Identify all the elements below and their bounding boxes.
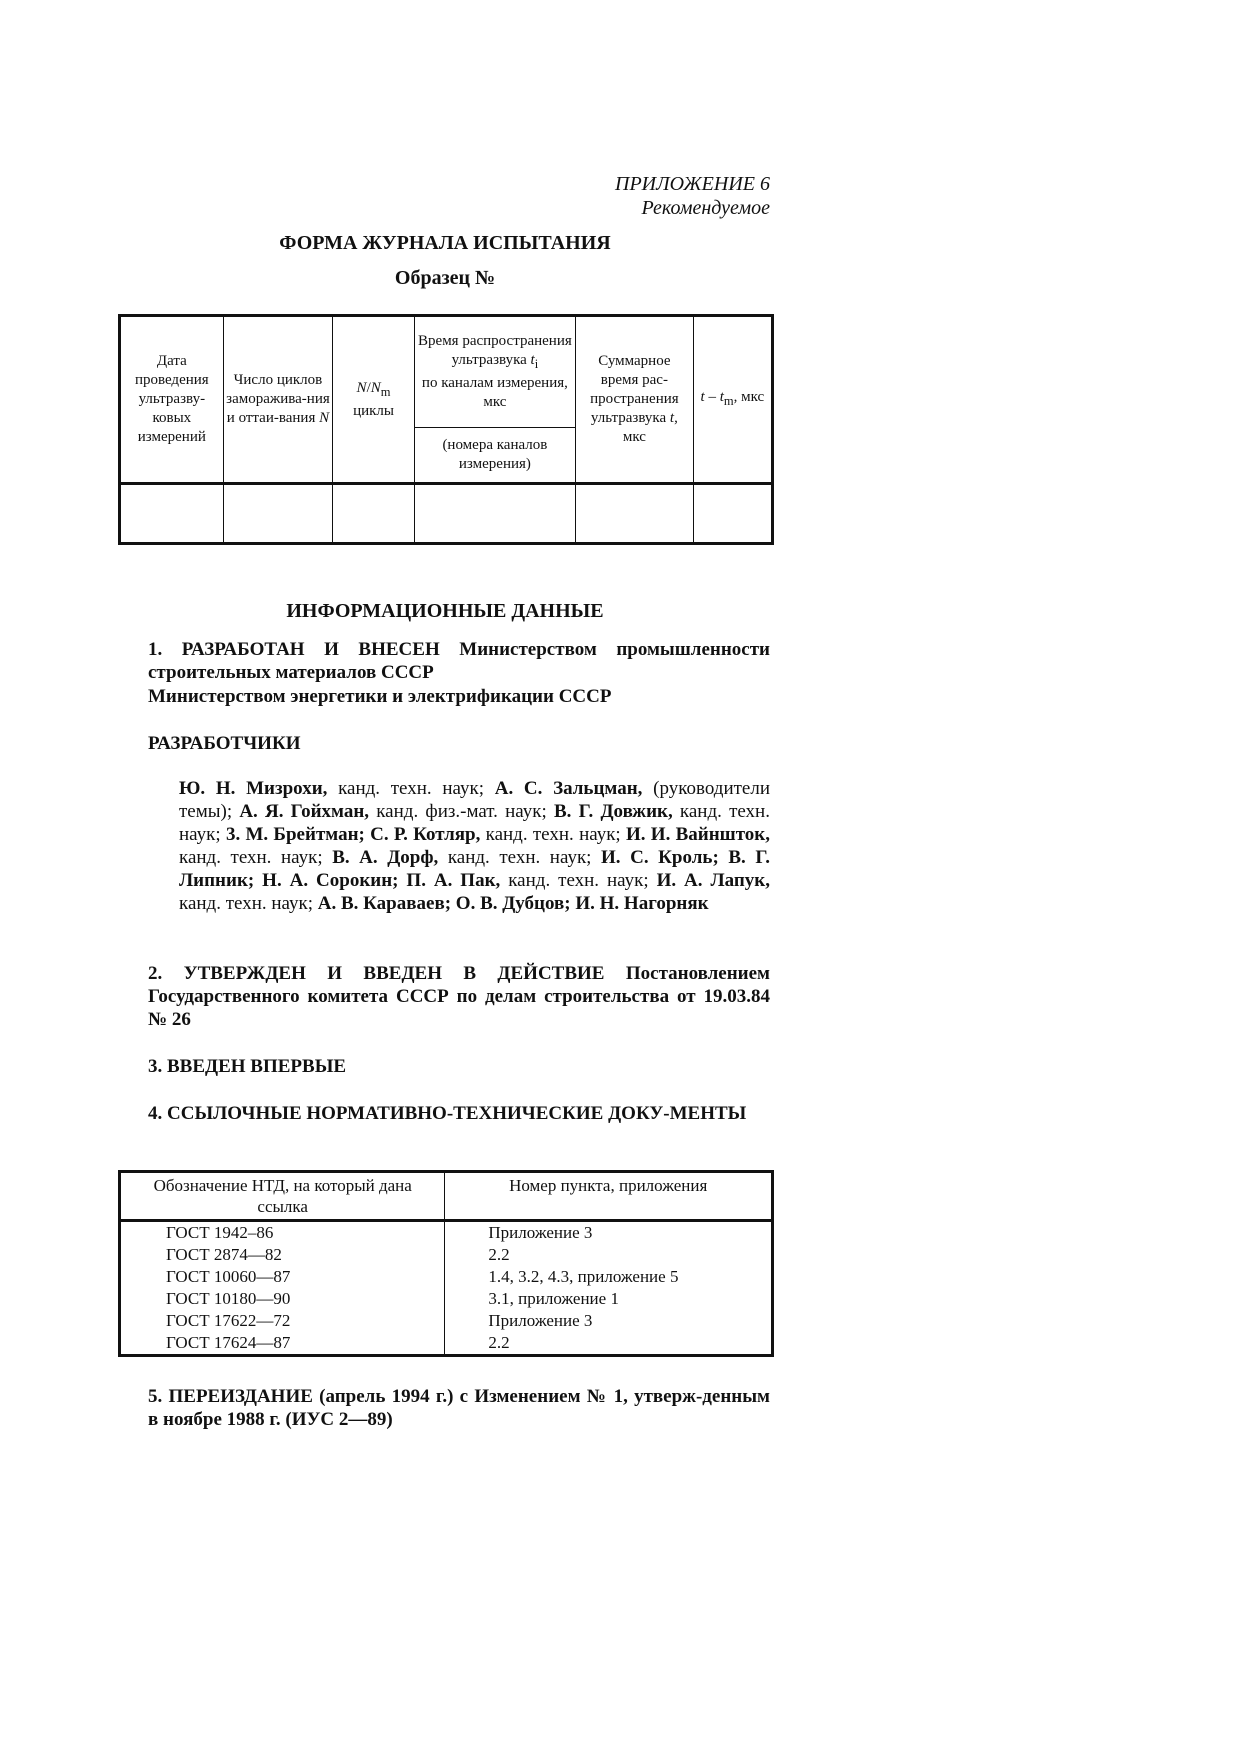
blank-row: [120, 484, 773, 544]
info-item-5: 5. ПЕРЕИЗДАНИЕ (апрель 1994 г.) с Изменением № 1, утверж-денным в ноябре 1988 г. (ИУС 2—89): [148, 1386, 770, 1430]
info-title: ИНФОРМАЦИОННЫЕ ДАННЫЕ: [286, 600, 604, 622]
header-date: Дата проведения ультразву-ковых измерений: [120, 316, 224, 484]
developer-role: канд. техн. наук;: [179, 847, 333, 868]
developer-name: А. Я. Гойхман,: [239, 801, 370, 822]
header-propagation-time: Время распространения ультразвука $t_i$ по каналам измерения, мкс: [414, 316, 575, 428]
refs-documents-column: [120, 1221, 445, 1356]
blank-cell: [693, 484, 772, 544]
refs-clause: 2.2: [488, 1245, 510, 1264]
blank-cell: [120, 484, 224, 544]
header-time-diff: t – $t_m$, мкс: [693, 316, 772, 484]
refs-document: ГОСТ 17622—72: [166, 1311, 291, 1330]
header-n-ratio: $N/N_m$ циклы: [333, 316, 414, 484]
blank-cell: [576, 484, 694, 544]
developer-role: (руководители темы);: [179, 778, 770, 822]
developer-role: канд. физ.-мат. наук;: [369, 801, 554, 822]
developer-name: И. А. Лапук,: [656, 870, 771, 891]
journal-table: [118, 314, 774, 545]
refs-clauses-column: [445, 1221, 773, 1356]
developer-role: канд. техн. наук;: [500, 870, 657, 891]
developer-name: И. И. Вайншток,: [626, 824, 771, 845]
header-channel-numbers: (номера каналов измерения): [414, 428, 575, 484]
developers-list: [179, 777, 770, 915]
refs-document: ГОСТ 2874—82: [166, 1245, 282, 1264]
developer-name: 3. М. Брейтман; С. Р. Котляр,: [225, 824, 481, 845]
info-item-1-line2: Министерством энергетики и электрификации СССР: [148, 686, 612, 707]
developer-role: канд. техн. наук;: [179, 893, 318, 914]
header-cycles: Число циклов заморажива-ния и оттаи-вания N: [223, 316, 333, 484]
developer-name: В. Г. Довжик,: [553, 801, 673, 822]
developer-name: И. С. Кроль; В. Г. Липник; Н. А. Сорокин; П. А. Пак,: [179, 847, 771, 891]
developer-role: канд. техн. наук;: [438, 847, 602, 868]
developers-heading: РАЗРАБОТЧИКИ: [148, 733, 301, 754]
appendix-label: ПРИЛОЖЕНИЕ 6: [615, 173, 770, 195]
refs-clause: Приложение 3: [488, 1223, 593, 1242]
sample-label: Образец №: [394, 267, 496, 289]
appendix-header: [615, 172, 770, 220]
info-item-1: 1. РАЗРАБОТАН И ВНЕСЕН Министерством промышленности строительных материалов СССР: [148, 639, 770, 683]
refs-clause: 3.1, приложение 1: [488, 1289, 619, 1308]
developer-name: Ю. Н. Мизрохи,: [179, 778, 328, 799]
refs-document: ГОСТ 10060—87: [166, 1267, 291, 1286]
appendix-status: Рекомендуемое: [641, 197, 770, 219]
refs-clause: Приложение 3: [488, 1311, 593, 1330]
form-title: ФОРМА ЖУРНАЛА ИСПЫТАНИЯ: [279, 232, 611, 254]
info-item-3: 3. ВВЕДЕН ВПЕРВЫЕ: [148, 1056, 347, 1077]
refs-header-document: Обозначение НТД, на который дана ссылка: [120, 1172, 445, 1221]
refs-clause: 1.4, 3.2, 4.3, приложение 5: [488, 1267, 679, 1286]
blank-cell: [414, 484, 575, 544]
developer-name: А. В. Караваев; О. В. Дубцов; И. Н. Нагорняк: [317, 893, 709, 914]
info-item-4: 4. ССЫЛОЧНЫЕ НОРМАТИВНО-ТЕХНИЧЕСКИЕ ДОКУ-МЕНТЫ: [148, 1103, 747, 1124]
references-table: [118, 1170, 774, 1357]
developer-role: канд. техн. наук;: [179, 801, 770, 845]
developer-name: А. С. Зальцман,: [494, 778, 643, 799]
refs-document: ГОСТ 1942–86: [166, 1223, 274, 1242]
header-total-time: Суммарное время рас-пространения ультразвука t, мкс: [576, 316, 694, 484]
refs-clause: 2.2: [488, 1333, 510, 1352]
refs-header-clause: Номер пункта, приложения: [445, 1172, 773, 1221]
blank-cell: [223, 484, 333, 544]
developer-role: канд. техн. наук;: [480, 824, 626, 845]
developer-role: канд. техн. наук;: [327, 778, 495, 799]
info-item-2: 2. УТВЕРЖДЕН И ВВЕДЕН В ДЕЙСТВИЕ Постановлением Государственного комитета СССР по делам строительства от 19.03.84 № 26: [148, 963, 770, 1030]
refs-document: ГОСТ 10180—90: [166, 1289, 291, 1308]
blank-cell: [333, 484, 414, 544]
refs-document: ГОСТ 17624—87: [166, 1333, 291, 1352]
developer-name: В. А. Дорф,: [332, 847, 439, 868]
